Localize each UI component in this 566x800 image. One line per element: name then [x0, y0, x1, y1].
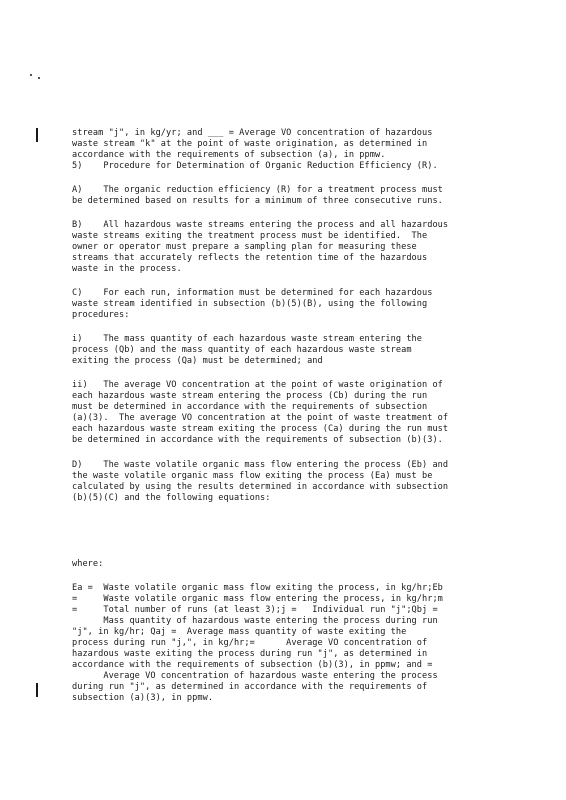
text-line: B) All hazardous waste streams entering the process and all hazardous [72, 220, 449, 230]
text-line: = Waste volatile organic mass flow entering the process, in kg/hr;m [72, 594, 443, 604]
text-line: each hazardous waste stream exiting the process (Ca) during the run must [72, 424, 449, 434]
text-line: process (Qb) and the mass quantity of each hazardous waste stream [72, 345, 412, 355]
change-bar [36, 683, 38, 697]
text-line: be determined based on results for a minimum of three consecutive runs. [72, 196, 443, 206]
text-line: accordance with the requirements of subsection (b)(3), in ppmw; and = [72, 660, 433, 670]
text-line: 5) Procedure for Determination of Organic Reduction Efficiency (R). [72, 161, 438, 171]
text-line: the waste volatile organic mass flow exiting the process (Ea) must be [72, 471, 433, 481]
text-line: D) The waste volatile organic mass flow entering the process (Eb) and [72, 460, 449, 470]
text-line: (b)(5)(C) and the following equations: [72, 493, 271, 503]
text-line: Average VO concentration of hazardous waste entering the process [72, 671, 438, 681]
text-line: process during run "j,", in kg/hr;= Average VO concentration of [72, 638, 428, 648]
text-line: waste stream identified in subsection (b)(5)(B), using the following [72, 299, 428, 309]
text-line: i) The mass quantity of each hazardous waste stream entering the [72, 334, 422, 344]
text-line: ii) The average VO concentration at the point of waste origination of [72, 380, 443, 390]
text-line: must be determined in accordance with the requirements of subsection [72, 402, 428, 412]
text-line: streams that accurately reflects the retention time of the hazardous [72, 253, 428, 263]
text-line: waste streams exiting the treatment process must be identified. The [72, 231, 428, 241]
text-line: owner or operator must prepare a sampling plan for measuring these [72, 242, 417, 252]
scan-specks [30, 74, 50, 84]
text-line: Mass quantity of hazardous waste entering the process during run [72, 616, 438, 626]
text-line: waste in the process. [72, 264, 182, 274]
text-line: "j", in kg/hr; Qaj = Average mass quantity of waste exiting the [72, 627, 407, 637]
text-line: Ea = Waste volatile organic mass flow exiting the process, in kg/hr;Eb [72, 583, 443, 593]
text-line: = Total number of runs (at least 3);j = Individual run "j";Qbj = [72, 605, 438, 615]
text-line: during run "j", as determined in accordance with the requirements of [72, 682, 428, 692]
change-bar [36, 128, 38, 142]
text-line: accordance with the requirements of subsection (a), in ppmw. [72, 150, 386, 160]
text-line: waste stream "k" at the point of waste origination, as determined in [72, 139, 428, 149]
text-line: subsection (a)(3), in ppmw. [72, 693, 214, 703]
text-line: calculated by using the results determined in accordance with subsection [72, 482, 449, 492]
text-line: hazardous waste exiting the process during run "j", as determined in [72, 649, 428, 659]
text-line: A) The organic reduction efficiency (R) for a treatment process must [72, 185, 443, 195]
text-line: procedures: [72, 310, 130, 320]
text-line: C) For each run, information must be determined for each hazardous [72, 288, 433, 298]
text-line: (a)(3). The average VO concentration at the point of waste treatment of [72, 413, 449, 423]
text-line: be determined in accordance with the requirements of subsection (b)(3). [72, 435, 443, 445]
text-line: stream "j", in kg/yr; and ___ = Average VO concentration of hazardous [72, 128, 433, 138]
text-line: exiting the process (Qa) must be determined; and [72, 356, 323, 366]
text-line: each hazardous waste stream entering the process (Cb) during the run [72, 391, 428, 401]
text-line: where: [72, 559, 104, 569]
